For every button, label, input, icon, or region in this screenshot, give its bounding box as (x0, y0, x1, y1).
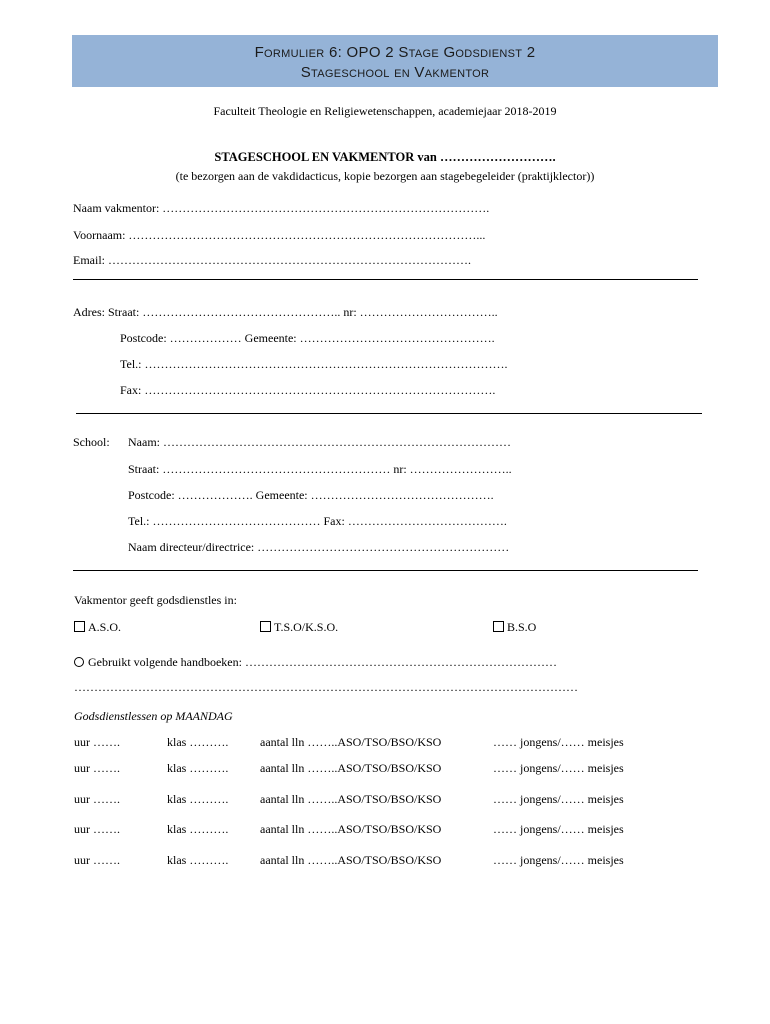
school-directeur-field[interactable]: Naam directeur/directrice: ……………………………………………………… (128, 540, 510, 554)
gender-field[interactable]: …… jongens/…… meisjes (493, 822, 624, 836)
aantal-field[interactable]: aantal lln ……..ASO/TSO/BSO/KSO (260, 761, 442, 775)
mentor-voornaam-field[interactable]: Voornaam: ……………………………………………………………………………... (73, 228, 486, 242)
school-postcode-field[interactable]: Postcode: ………………. Gemeente: ………………………………………. (128, 488, 494, 502)
form-title-banner (72, 35, 718, 87)
handbooks-field[interactable]: Gebruikt volgende handboeken: …………………………………………………………………… (74, 655, 557, 670)
address-postcode-field[interactable]: Postcode: ……………… Gemeente: …………………………………………. (120, 331, 495, 345)
radio-circle-icon (74, 657, 84, 667)
aantal-field[interactable]: aantal lln ……..ASO/TSO/BSO/KSO (260, 822, 442, 836)
checkbox-aso[interactable]: A.S.O. (74, 620, 121, 635)
schedule-heading: Godsdienstlessen op MAANDAG (74, 709, 233, 723)
divider (73, 570, 698, 571)
checkbox-icon (260, 621, 271, 632)
uur-field[interactable]: uur ……. (74, 761, 120, 775)
gender-field[interactable]: …… jongens/…… meisjes (493, 792, 624, 806)
school-tel-fax-field[interactable]: Tel.: …………………………………… Fax: …………………………………. (128, 514, 507, 528)
address-straat-field[interactable]: Adres: Straat: ………………………………………….. nr: …………………………….. (73, 305, 498, 319)
handbooks-field-line2[interactable]: ……………………………………………………………………………………………………………… (74, 680, 578, 694)
section-subtitle: (te bezorgen aan de vakdidacticus, kopie bezorgen aan stagebegeleider (praktijklector)) (175, 169, 595, 183)
uur-field[interactable]: uur ……. (74, 792, 120, 806)
form-title: Formulier 6: OPO 2 Stage Godsdienst 2 (254, 44, 536, 61)
address-tel-field[interactable]: Tel.: ………………………………………………………………………………. (120, 357, 508, 371)
school-label: School: (73, 435, 110, 449)
uur-field[interactable]: uur ……. (74, 822, 120, 836)
checkbox-icon (74, 621, 85, 632)
school-straat-field[interactable]: Straat: ………………………………………………… nr: …………………….. (128, 462, 512, 476)
aantal-field[interactable]: aantal lln ……..ASO/TSO/BSO/KSO (260, 792, 442, 806)
klas-field[interactable]: klas ………. (167, 792, 229, 806)
faculty-line: Faculteit Theologie en Religiewetenschappen, academiejaar 2018-2019 (213, 104, 557, 118)
courses-intro: Vakmentor geeft godsdienstles in: (74, 593, 237, 607)
checkbox-tso-kso[interactable]: T.S.O/K.S.O. (260, 620, 338, 635)
gender-field[interactable]: …… jongens/…… meisjes (493, 761, 624, 775)
form-subtitle: Stageschool en Vakmentor (300, 64, 490, 81)
aantal-field[interactable]: aantal lln ……..ASO/TSO/BSO/KSO (260, 735, 442, 749)
uur-field[interactable]: uur ……. (74, 735, 120, 749)
uur-field[interactable]: uur ……. (74, 853, 120, 867)
address-fax-field[interactable]: Fax: ……………………………………………………………………………. (120, 383, 496, 397)
mentor-naam-field[interactable]: Naam vakmentor: ………………………………………………………………………. (73, 201, 490, 215)
divider (73, 279, 698, 280)
divider (76, 413, 702, 414)
klas-field[interactable]: klas ………. (167, 822, 229, 836)
mentor-email-field[interactable]: Email: ………………………………………………………………………………. (73, 253, 471, 267)
section-title: STAGESCHOOL EN VAKMENTOR van ………………………. (214, 150, 556, 164)
school-naam-field[interactable]: Naam: …………………………………………………………………………… (128, 435, 511, 449)
checkbox-icon (493, 621, 504, 632)
aantal-field[interactable]: aantal lln ……..ASO/TSO/BSO/KSO (260, 853, 442, 867)
gender-field[interactable]: …… jongens/…… meisjes (493, 735, 624, 749)
klas-field[interactable]: klas ………. (167, 761, 229, 775)
klas-field[interactable]: klas ………. (167, 853, 229, 867)
gender-field[interactable]: …… jongens/…… meisjes (493, 853, 624, 867)
checkbox-bso[interactable]: B.S.O (493, 620, 536, 635)
klas-field[interactable]: klas ………. (167, 735, 229, 749)
